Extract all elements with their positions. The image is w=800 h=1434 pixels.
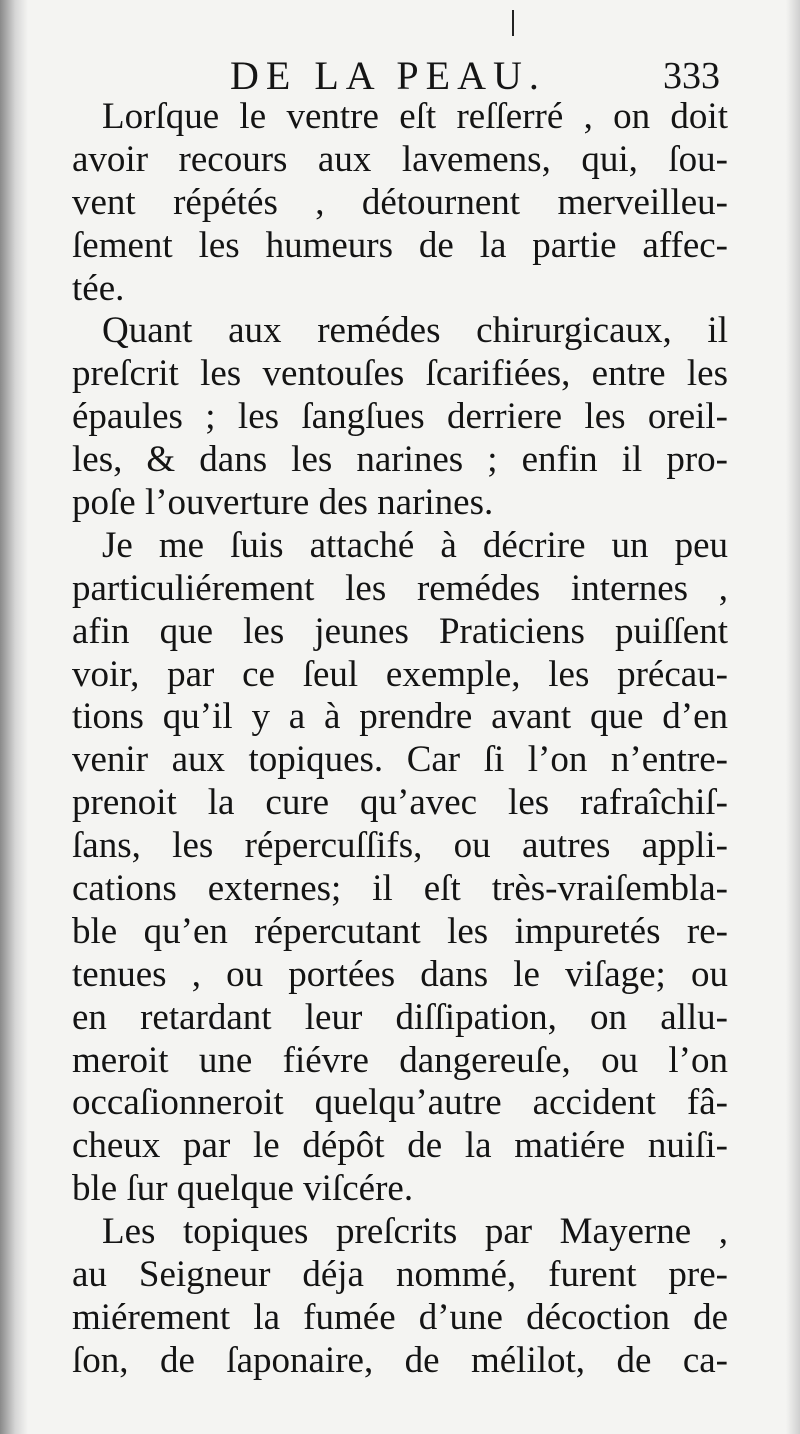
text-line: occaſionneroit quelqu’autre accident fâ- xyxy=(72,1082,728,1124)
text-line: tenues , ou portées dans le viſage; ou xyxy=(72,953,728,995)
text-line: en retardant leur diſſipation, on allu- xyxy=(72,996,728,1038)
body-text xyxy=(72,96,728,1383)
text-line: tée. xyxy=(72,267,125,309)
text-line: Lorſque le ventre eſt reſſerré , on doit xyxy=(102,96,728,137)
running-head: DE LA PEAU. xyxy=(230,53,546,98)
text-line: preſcrit les ventouſes ſcarifiées, entre les xyxy=(72,353,728,395)
text-line: ſement les humeurs de la partie affec- xyxy=(72,224,728,266)
text-line: ble qu’en répercutant les impuretés re- xyxy=(72,910,728,952)
text-line: au Seigneur déja nommé, furent pre- xyxy=(72,1254,728,1296)
text-line: ble ſur quelque viſcére. xyxy=(72,1168,414,1210)
text-line: avoir recours aux lavemens, qui, ſou- xyxy=(72,138,728,180)
page-number: 333 xyxy=(663,55,720,97)
text-line: les, & dans les narines ; enfin il pro- xyxy=(72,439,728,481)
text-line: Quant aux remédes chirurgicaux, il xyxy=(102,310,728,352)
text-line: poſe l’ouverture des narines. xyxy=(72,482,494,524)
text-line: Les topiques preſcrits par Mayerne , xyxy=(102,1211,728,1253)
text-line: cheux par le dépôt de la matiére nuiſi- xyxy=(72,1125,728,1167)
page-header xyxy=(70,52,720,98)
text-line: ſon, de ſaponaire, de mélilot, de ca- xyxy=(72,1339,728,1381)
text-line: afin que les jeunes Praticiens puiſſent xyxy=(72,610,728,652)
binding-mark xyxy=(512,10,514,36)
text-line: meroit une fiévre dangereuſe, ou l’on xyxy=(72,1039,728,1081)
text-line: voir, par ce ſeul exemple, les précau- xyxy=(72,653,728,695)
text-line: particuliérement les remédes internes , xyxy=(72,567,728,609)
text-line: prenoit la cure qu’avec les rafraîchiſ- xyxy=(72,782,728,824)
text-line: épaules ; les ſangſues derriere les oreil- xyxy=(72,396,728,438)
text-line: Je me ſuis attaché à décrire un peu xyxy=(102,524,728,566)
text-line: ſans, les répercuſſifs, ou autres appli- xyxy=(72,825,728,867)
text-line: vent répétés , détournent merveilleu- xyxy=(72,181,728,223)
text-line: miérement la fumée d’une décoction de xyxy=(72,1296,728,1338)
page-gutter-shadow xyxy=(0,0,28,1434)
text-line: cations externes; il eſt très-vraiſembla- xyxy=(72,868,728,910)
text-line: tions qu’il y a à prendre avant que d’en xyxy=(72,696,728,738)
page-edge xyxy=(786,0,800,1434)
text-line: venir aux topiques. Car ſi l’on n’entre- xyxy=(72,739,728,781)
